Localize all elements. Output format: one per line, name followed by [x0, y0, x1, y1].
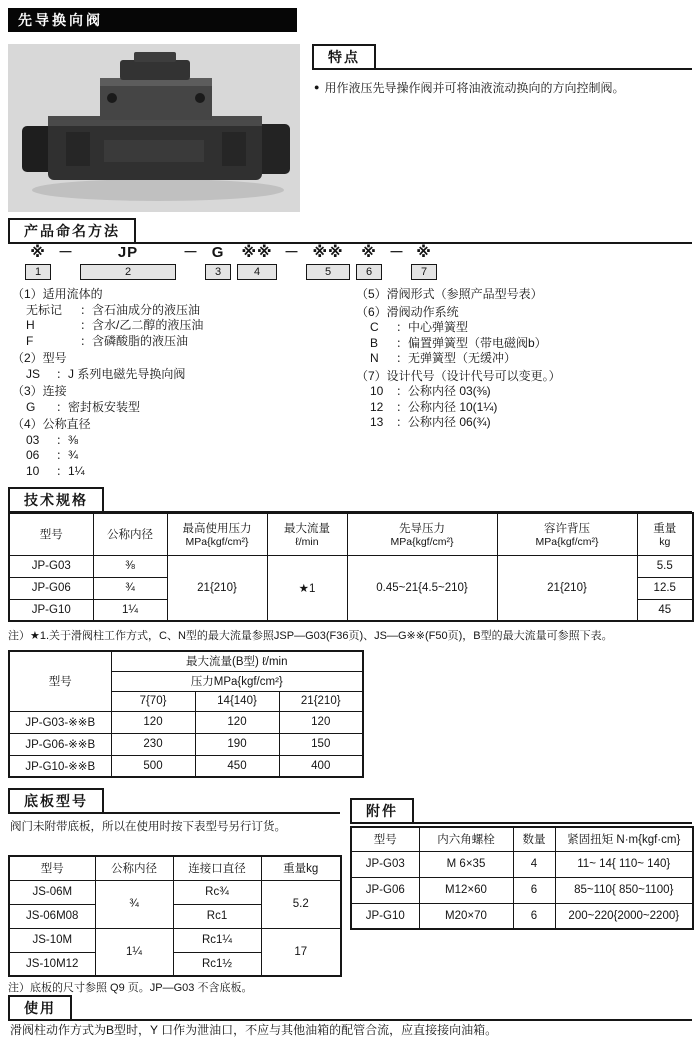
section-usage — [8, 995, 692, 1021]
cell-torque: 85~110{ 850~1100} — [555, 877, 693, 903]
acc-col-model: 型号 — [351, 827, 419, 851]
spec-col-weight — [637, 513, 693, 555]
code-box-7: 7 — [411, 264, 437, 280]
base-col-port: 连接口直径 — [173, 856, 261, 880]
naming-value: ：中心弹簧型 — [396, 320, 469, 334]
naming-value: ：公称内径 10(1¼) — [396, 399, 498, 414]
naming-item-head: （5）滑阀形式（参照产品型号表） — [356, 287, 543, 301]
baseplate-note: 注）底板的尺寸参照 Q9 页。JP—G03 不含底板。 — [8, 982, 253, 994]
cell-model: JS-06M08 — [9, 904, 95, 928]
code-group-1 — [25, 244, 51, 280]
cell-bolt: M20×70 — [419, 903, 513, 929]
spec-col-pilot-pressure — [347, 513, 497, 555]
flow-span-title: 最大流量(B型) ℓ/min — [111, 651, 363, 671]
spec-col-max-flow — [267, 513, 347, 555]
cell-max-pressure: 21{210} — [167, 555, 267, 621]
spec-table — [8, 512, 694, 622]
cell-back-pressure: 21{210} — [497, 555, 637, 621]
header-unit: ℓ/min — [295, 536, 319, 549]
header-unit: MPa{kgf/cm²} — [390, 536, 454, 549]
naming-value: ：⅜ — [56, 432, 79, 447]
spec-col-model — [9, 513, 93, 555]
header-unit: MPa{kgf/cm²} — [535, 536, 599, 549]
cell-port: Rc¾ — [173, 880, 261, 904]
spec-row — [9, 555, 693, 577]
naming-key: H — [26, 318, 35, 332]
section-naming — [8, 218, 692, 244]
naming-key: N — [370, 351, 379, 365]
code-dash: － — [183, 244, 199, 261]
features-text — [314, 80, 692, 96]
baseplate-table — [8, 855, 342, 977]
cell-value: 500 — [111, 755, 195, 777]
baseplate-intro: 阀门未附带底板，所以在使用时按下表型号另行订货。 — [10, 821, 286, 833]
naming-item-head: （4）公称直径 — [12, 417, 91, 431]
baseplate-title: 底板型号 — [8, 788, 104, 814]
code-glyph-1: ※ — [30, 244, 46, 261]
naming-value: ：公称内径 06(¾) — [396, 415, 491, 429]
cell-model: JS-06M — [9, 880, 95, 904]
naming-line — [356, 400, 694, 416]
naming-key: C — [370, 320, 379, 334]
naming-value: ：含磷酸脂的液压油 — [80, 333, 189, 348]
naming-key: G — [26, 399, 36, 414]
cell-value: 230 — [111, 733, 195, 755]
code-dash: － — [284, 244, 300, 261]
code-glyph-2: JP — [117, 244, 139, 261]
header-label: 最高使用压力 — [182, 523, 252, 536]
naming-left-column — [12, 285, 350, 479]
cell-value: 400 — [279, 755, 363, 777]
page-title: 先导换向阀 — [8, 8, 297, 32]
code-glyph-6: ※ — [361, 244, 377, 261]
flow-col-p21: 21{210} — [279, 691, 363, 711]
naming-key: 06 — [26, 448, 40, 462]
section-features — [312, 44, 692, 70]
naming-title: 产品命名方法 — [8, 218, 136, 244]
spec-col-max-pressure — [167, 513, 267, 555]
cell-torque: 11~ 14{ 110~ 140} — [555, 851, 693, 877]
cell-model: JP-G03-※※B — [9, 711, 111, 733]
cell-model: JP-G06-※※B — [9, 733, 111, 755]
code-dash: － — [389, 244, 405, 261]
spec-header-row — [9, 513, 693, 555]
cell-model: JP-G10 — [351, 903, 419, 929]
header-label: 重量 — [653, 523, 677, 536]
code-box-6: 6 — [356, 264, 382, 280]
naming-line — [356, 384, 694, 400]
naming-key: 10 — [26, 463, 40, 478]
naming-line — [12, 464, 350, 480]
naming-value: ：含石油成分的液压油 — [80, 302, 201, 317]
acc-col-torque: 紧固扭矩 N·m{kgf·cm} — [555, 827, 693, 851]
naming-line — [356, 415, 694, 431]
usage-title: 使用 — [8, 995, 72, 1021]
model-code-diagram — [22, 244, 440, 280]
cell-port: Rc1½ — [173, 952, 261, 976]
flow-row — [9, 711, 363, 733]
features-body: 用作液压先导操作阀并可将油液流动换向的方向控制阀。 — [324, 81, 625, 95]
flow-col-model: 型号 — [9, 651, 111, 711]
naming-line — [12, 433, 350, 449]
cell-value: 120 — [195, 711, 279, 733]
cell-qty: 4 — [513, 851, 555, 877]
naming-item-head: （7）设计代号（设计代号可以变更。） — [356, 368, 561, 383]
naming-key: F — [26, 333, 34, 348]
cell-weight: 12.5 — [637, 577, 693, 599]
cell-bore: ⅜ — [93, 555, 167, 577]
naming-value: ：¾ — [56, 448, 79, 462]
code-box-2: 2 — [80, 264, 176, 280]
code-glyph-4: ※※ — [241, 244, 273, 261]
usage-text: 滑阀柱动作方式为B型时，Y 口作为泄油口，不应与其他油箱的配管合流，应直接接向油箱。 — [10, 1023, 498, 1037]
naming-value: ：密封板安装型 — [56, 399, 141, 414]
cell-value: 120 — [111, 711, 195, 733]
naming-line — [12, 318, 350, 334]
naming-line — [356, 351, 694, 367]
spec-col-back-pressure — [497, 513, 637, 555]
naming-line — [12, 448, 350, 464]
code-group-7 — [411, 244, 437, 280]
naming-line — [12, 367, 350, 383]
cell-value: 450 — [195, 755, 279, 777]
cell-weight: 5.2 — [261, 880, 341, 928]
section-spec — [8, 487, 692, 513]
code-glyph-7: ※ — [416, 244, 432, 261]
spec-note: 注）★1.关于滑阀柱工作方式，C、N型的最大流量参照JSP—G03(F36页)、JS—G※※(F50页)，B型的最大流量可参照下表。 — [8, 630, 613, 642]
naming-value: ：无弹簧型（无缓冲） — [396, 351, 517, 365]
accessories-title: 附件 — [350, 798, 414, 824]
naming-value: ：J 系列电磁先导换向阀 — [56, 366, 186, 381]
naming-key: 无标记 — [26, 302, 63, 317]
code-group-6 — [356, 244, 382, 280]
cell-value: 120 — [279, 711, 363, 733]
cell-port: Rc1 — [173, 904, 261, 928]
naming-line — [12, 303, 350, 319]
code-glyph-3: G — [211, 244, 225, 261]
bullet-icon: ● — [314, 82, 320, 92]
flow-row — [9, 733, 363, 755]
naming-key: 12 — [370, 399, 384, 414]
naming-key: JS — [26, 366, 41, 381]
base-col-weight: 重量kg — [261, 856, 341, 880]
naming-key: B — [370, 335, 379, 350]
naming-value: ：1¼ — [56, 463, 85, 478]
valve-product-photo — [8, 44, 300, 212]
naming-right-column — [356, 285, 694, 431]
flow-header-row-1 — [9, 651, 363, 671]
accessories-row — [351, 851, 693, 877]
code-group-3 — [205, 244, 231, 280]
header-label: 先导压力 — [399, 523, 445, 536]
naming-value: ：偏置弹簧型（带电磁阀b） — [396, 335, 547, 350]
cell-bore: 1¼ — [93, 599, 167, 621]
cell-bore: 1¼ — [95, 928, 173, 976]
naming-key: 13 — [370, 415, 384, 429]
cell-qty: 6 — [513, 903, 555, 929]
code-group-4 — [237, 244, 277, 280]
cell-bolt: M12×60 — [419, 877, 513, 903]
valve-illustration — [8, 44, 300, 212]
naming-line — [356, 320, 694, 336]
naming-item-head: （2）型号 — [12, 351, 67, 365]
cell-model: JP-G06 — [9, 577, 93, 599]
naming-value: ：含水/乙二醇的液压油 — [80, 318, 204, 332]
section-accessories — [350, 798, 692, 824]
naming-line — [12, 334, 350, 350]
naming-line — [12, 400, 350, 416]
baseplate-row — [9, 880, 341, 904]
header-unit: MPa{kgf/cm²} — [185, 536, 249, 549]
naming-item-head: （1）适用流体的 — [12, 287, 103, 301]
spec-col-bore — [93, 513, 167, 555]
cell-bore: ¾ — [93, 577, 167, 599]
code-box-1: 1 — [25, 264, 51, 280]
base-col-model: 型号 — [9, 856, 95, 880]
max-flow-table — [8, 650, 364, 778]
cell-port: Rc1¼ — [173, 928, 261, 952]
cell-max-flow: ★1 — [267, 555, 347, 621]
code-box-4: 4 — [237, 264, 277, 280]
naming-value: ：公称内径 03(⅜) — [396, 384, 491, 398]
cell-torque: 200~220{2000~2200} — [555, 903, 693, 929]
naming-key: 10 — [370, 384, 384, 398]
code-group-5 — [306, 244, 350, 280]
cell-model: JP-G10 — [9, 599, 93, 621]
code-box-3: 3 — [205, 264, 231, 280]
naming-item-head: （6）滑阀动作系统 — [356, 304, 459, 319]
cell-model: JP-G06 — [351, 877, 419, 903]
naming-key: 03 — [26, 432, 40, 447]
header-label: 型号 — [39, 529, 63, 542]
base-col-bore: 公称内径 — [95, 856, 173, 880]
accessories-header-row — [351, 827, 693, 851]
accessories-row — [351, 877, 693, 903]
code-group-2 — [80, 244, 176, 280]
flow-col-p14: 14{140} — [195, 691, 279, 711]
acc-col-qty: 数量 — [513, 827, 555, 851]
cell-model: JS-10M — [9, 928, 95, 952]
code-box-5: 5 — [306, 264, 350, 280]
code-glyph-5: ※※ — [312, 244, 344, 261]
cell-qty: 6 — [513, 877, 555, 903]
baseplate-header-row — [9, 856, 341, 880]
cell-model: JP-G03 — [351, 851, 419, 877]
accessories-table — [350, 826, 694, 930]
cell-value: 190 — [195, 733, 279, 755]
cell-model: JP-G10-※※B — [9, 755, 111, 777]
cell-bore: ¾ — [95, 880, 173, 928]
header-unit: kg — [659, 536, 671, 549]
section-baseplate — [8, 788, 340, 814]
naming-item-head: （3）连接 — [12, 384, 67, 398]
code-dash: － — [58, 244, 74, 261]
flow-pressure-title: 压力MPa{kgf/cm²} — [111, 671, 363, 691]
naming-line — [356, 336, 694, 352]
accessories-row — [351, 903, 693, 929]
cell-model: JS-10M12 — [9, 952, 95, 976]
header-label: 容许背压 — [544, 523, 590, 536]
cell-value: 150 — [279, 733, 363, 755]
features-title: 特点 — [312, 44, 376, 70]
cell-model: JP-G03 — [9, 555, 93, 577]
cell-bolt: M 6×35 — [419, 851, 513, 877]
cell-weight: 45 — [637, 599, 693, 621]
baseplate-row — [9, 928, 341, 952]
cell-weight: 5.5 — [637, 555, 693, 577]
spec-title: 技术规格 — [8, 487, 104, 513]
flow-row — [9, 755, 363, 777]
cell-pilot-pressure: 0.45~21{4.5~210} — [347, 555, 497, 621]
acc-col-bolt: 内六角螺栓 — [419, 827, 513, 851]
cell-weight: 17 — [261, 928, 341, 976]
flow-col-p7: 7{70} — [111, 691, 195, 711]
header-label: 公称内径 — [107, 529, 153, 542]
header-label: 最大流量 — [284, 523, 330, 536]
